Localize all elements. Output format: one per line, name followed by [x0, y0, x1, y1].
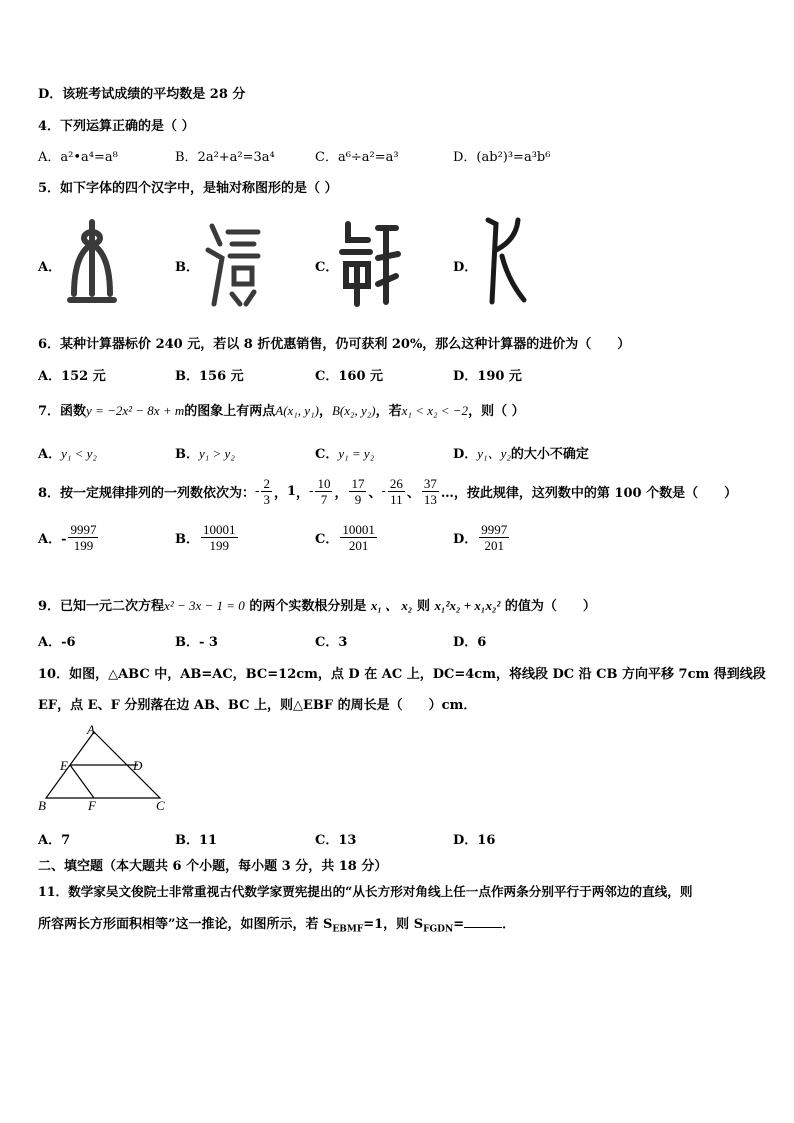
q4-option-d: D．(ab²)³=a³b⁶ — [453, 150, 551, 165]
q9-option-c: C．3 — [315, 635, 348, 650]
q7-prefix: 7．函数 — [38, 404, 87, 419]
q7-point-a: A(x₁, y₁) — [275, 403, 319, 418]
vertex-label-f: F — [88, 798, 96, 813]
q8-term-5: - $\frac{26}{11}$ — [381, 475, 403, 507]
seal-glyph-a — [64, 214, 120, 310]
q10-option-b: B．11 — [175, 833, 218, 848]
section-2-heading: 二、填空题（本大题共 6 个小题，每小题 3 分，共 18 分） — [38, 859, 388, 874]
q9-stem: 9．已知一元二次方程x² − 3x − 1 = 0 的两个实数根分别是 x₁ 、 x₂ 则 x₁²x₂ + x₁x₂² 的值为（ ） — [38, 598, 596, 614]
q5-label-b: B． — [175, 260, 199, 275]
q6-option-a: A．152 元 — [38, 369, 106, 384]
q10-option-a: A．7 — [38, 833, 71, 848]
seal-glyph-b — [204, 214, 264, 310]
q7-suffix: ，则（ ） — [468, 404, 525, 419]
seal-glyph-c — [338, 214, 402, 310]
q8-prefix: 8．按一定规律排列的一列数依次为： — [38, 485, 256, 501]
q7-point-b: B(x₂, y₂) — [331, 403, 376, 418]
q5-stem: 5．如下字体的四个汉字中，是轴对称图形的是（ ） — [38, 181, 338, 196]
q8-option-b: B． $\frac{10001}{199}$ — [175, 522, 236, 553]
q9-option-d: D．6 — [453, 635, 487, 650]
q11-line2: 所容两长方形面积相等”这一推论，如图所示，若 $S_{EBMF}=1$，则 $S_{FGDN}=$ ． — [38, 917, 516, 935]
q7-option-b: B．y₁ > y₂ — [175, 446, 235, 462]
q10-option-d: D．16 — [453, 833, 496, 848]
q10-line2: EF，点 E、F 分别落在边 AB、BC 上，则△EBF 的周长是（ ）cm． — [38, 698, 477, 713]
q7-option-c: C．y₁ = y₂ — [315, 446, 375, 462]
q8-term-6: $\frac{37}{13}$ — [423, 475, 437, 507]
q11-line1: 11．数学家吴文俊院士非常重视古代数学家贾宪提出的“从长方形对角线上任一点作两条分别平行于两邻边的直线，则 — [38, 884, 693, 899]
q8-option-c: C． $\frac{10001}{201}$ — [315, 522, 375, 553]
q5-label-d: D． — [453, 260, 478, 275]
q9-option-a: A．-6 — [38, 635, 76, 650]
vertex-label-b: B — [38, 798, 46, 813]
q10-triangle-figure — [34, 722, 174, 814]
q7-cond-prefix: ，若 — [375, 404, 402, 419]
q10-option-c: C．13 — [315, 833, 357, 848]
q8-term-2: 1 — [286, 483, 297, 499]
q5-label-a: A． — [38, 260, 62, 275]
q8-stem: 8．按一定规律排列的一列数依次为： - $\frac{2}{3}$ ， 1 ， - $\frac{10}{7}$ ， $\frac{17}{9}$ 、 - $\frac{26}{11}$ 、 $\frac{37}{13}$ …，按此规律，这列数中的第 100 个数是（ ） — [38, 475, 738, 507]
q7-option-d: D．y₁、y₂的大小不确定 — [453, 446, 589, 462]
q8-option-d: D． $\frac{9997}{201}$ — [453, 522, 508, 553]
q7-middle: 的图象上有两点 — [184, 404, 276, 419]
q8-suffix: …，按此规律，这列数中的第 100 个数是（ ） — [440, 485, 738, 501]
q3-option-d: D．该班考试成绩的平均数是 28 分 — [38, 87, 246, 102]
q7-stem — [38, 400, 525, 419]
q10-line1: 10．如图，△ABC 中，AB=AC，BC=12cm，点 D 在 AC 上，DC=4cm，将线段 DC 沿 CB 方向平移 7cm 得到线段 — [38, 667, 766, 682]
vertex-label-d: D — [133, 758, 143, 773]
vertex-label-a: A — [87, 722, 95, 737]
q7-function: y = −2x² − 8x + m — [86, 403, 185, 418]
q4-option-c: C．a⁶÷a²=a³ — [315, 150, 399, 165]
q8-term-3: - $\frac{10}{7}$ — [309, 475, 331, 507]
q9-roots: x₁ 、 x₂ — [370, 598, 413, 613]
q7-sep: ， — [318, 404, 332, 419]
q4-option-a: A．a²•a⁴=a⁸ — [38, 150, 118, 165]
q4-stem: 4．下列运算正确的是（ ） — [38, 119, 195, 134]
answer-blank[interactable] — [464, 927, 502, 928]
q6-option-b: B．156 元 — [175, 369, 244, 384]
q7-option-a: A．y₁ < y₂ — [38, 446, 97, 462]
q6-stem: 6．某种计算器标价 240 元，若以 8 折优惠销售，仍可获利 20%，那么这种计算器的进价为（ ） — [38, 337, 631, 352]
q9-equation: x² − 3x − 1 = 0 — [164, 598, 245, 613]
seal-glyph-d — [474, 210, 534, 310]
q4-option-b: B．2a²+a²=3a⁴ — [175, 150, 275, 165]
q8-term-1: - $\frac{2}{3}$ — [255, 475, 270, 507]
q9-expression: x₁²x₂ + x₁x₂² — [434, 598, 501, 613]
q8-option-a: A．- $\frac{9997}{199}$ — [38, 522, 97, 553]
q9-option-b: B．- 3 — [175, 635, 218, 650]
vertex-label-c: C — [156, 798, 165, 813]
q8-term-4: $\frac{17}{9}$ — [351, 475, 365, 507]
vertex-label-e: E — [60, 758, 68, 773]
q7-condition: x₁ < x₂ < −2 — [401, 403, 469, 418]
q6-option-d: D．190 元 — [453, 369, 522, 384]
q6-option-c: C．160 元 — [315, 369, 384, 384]
q5-label-c: C． — [315, 260, 339, 275]
